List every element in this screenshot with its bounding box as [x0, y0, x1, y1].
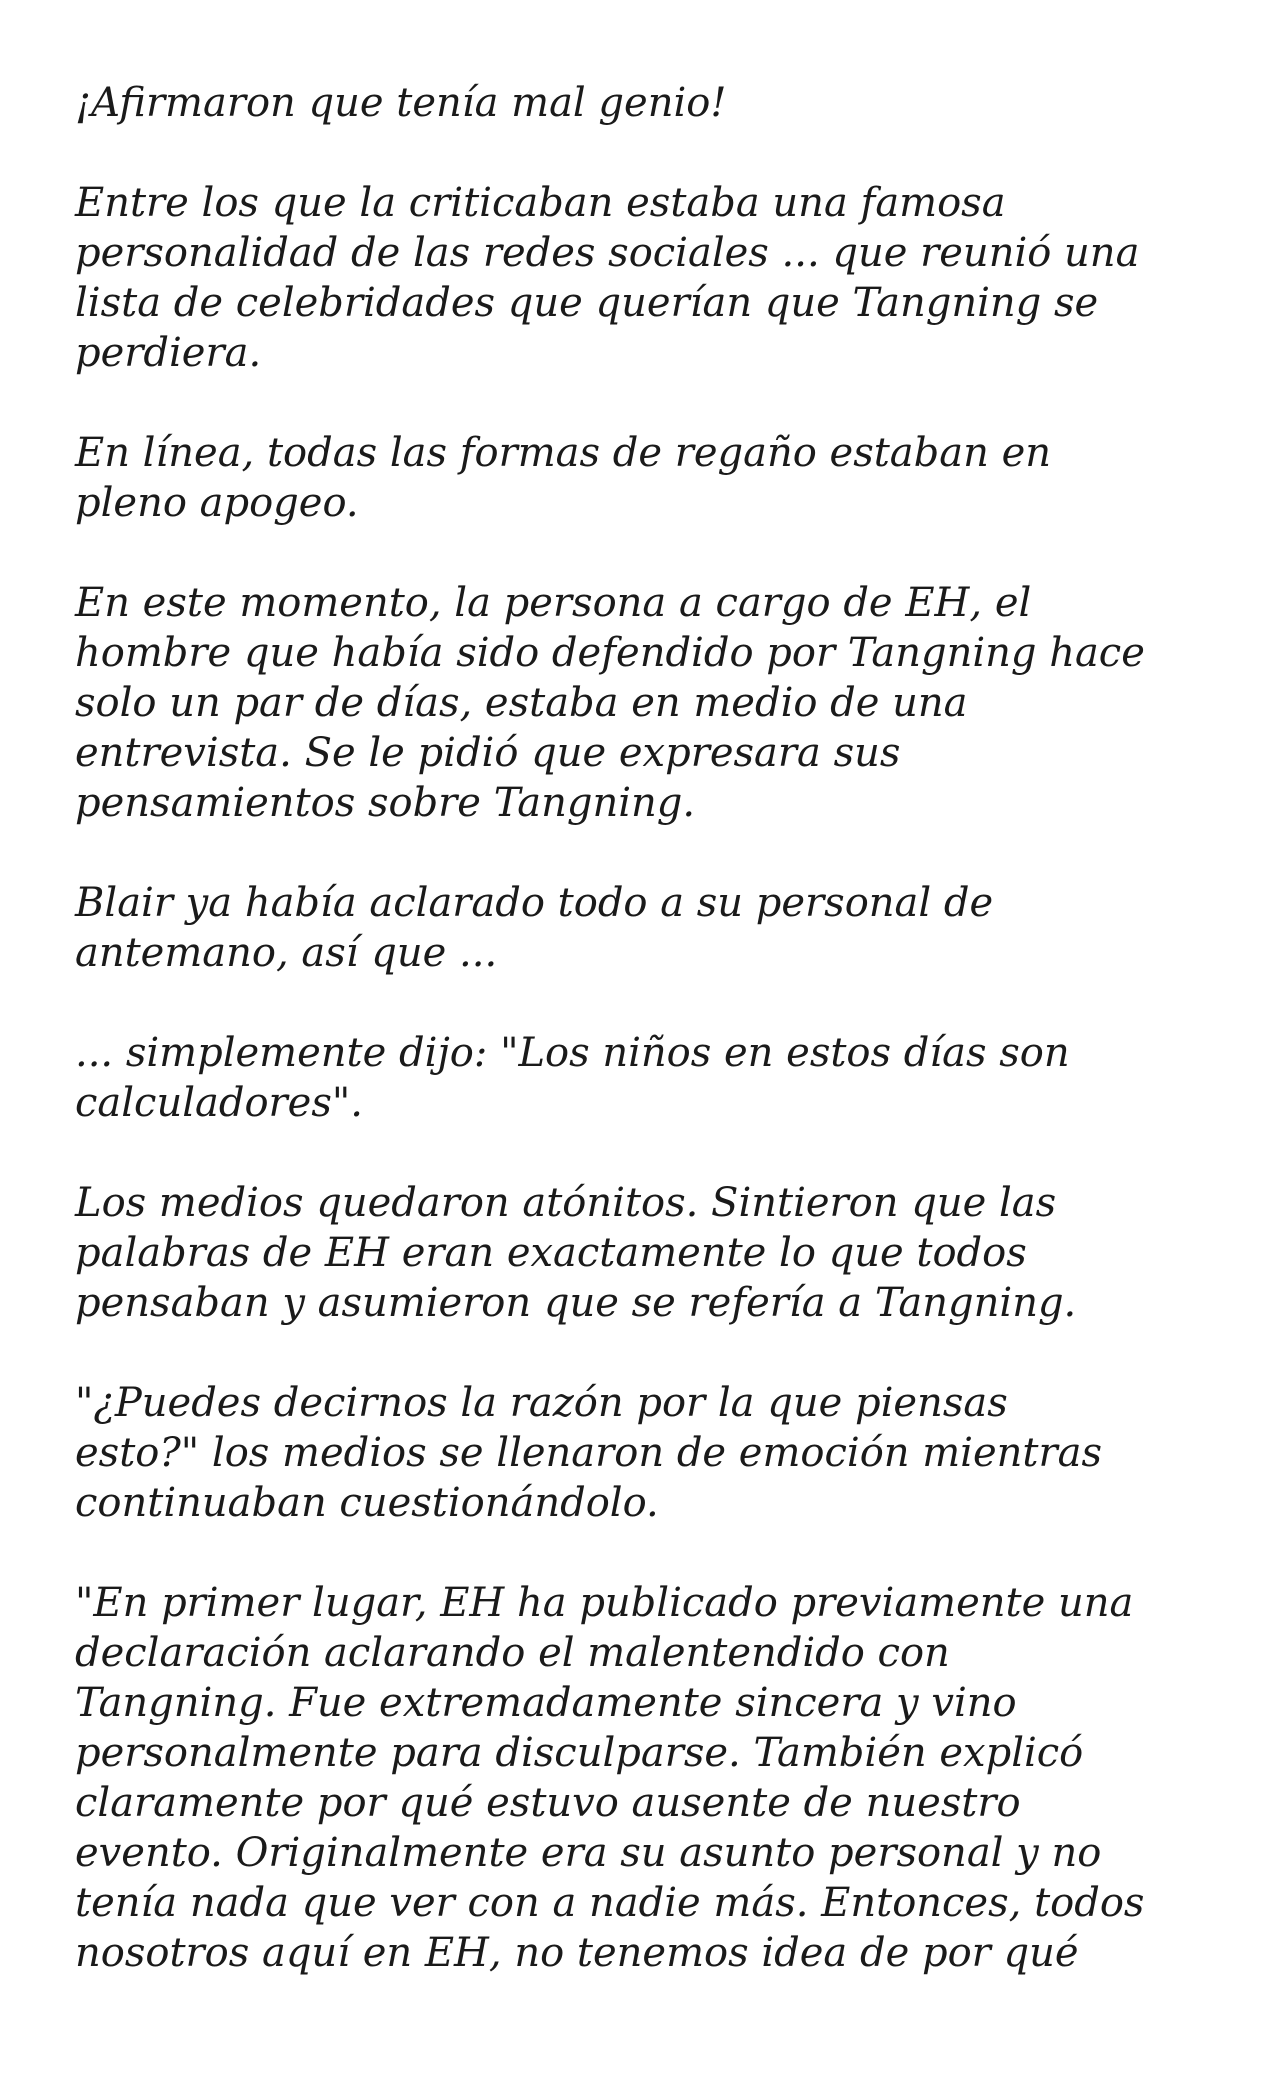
paragraph-9: "En primer lugar, EH ha publicado previamente una declaración aclarando el malentendido con Tangning. Fue extremadamente sincera y vino personalmente para disculparse. También explicó claramente por qué estuvo ausente de nuestro evento. Originalmente era su asunto personal y no tenía nada que ver con a nadie más. Entonces, todos nosotros aquí en EH, no tenemos idea de por qué: [75, 1580, 1145, 1976]
paragraph-4: En este momento, la persona a cargo de EH, el hombre que había sido defendido por Tangning hace solo un par de días, estaba en medio de una entrevista. Se le pidió que expresara sus pensamientos sobre Tangning.: [75, 580, 1145, 826]
document-page: [75, 78, 1215, 1978]
paragraph-3: En línea, todas las formas de regaño estaban en pleno apogeo.: [75, 430, 1052, 526]
paragraph-2: Entre los que la criticaban estaba una famosa personalidad de las redes sociales ... que reunió una lista de celebridades que querían que Tangning se perdiera.: [75, 180, 1140, 376]
paragraph-1: ¡Afirmaron que tenía mal genio!: [75, 80, 727, 126]
paragraph-6: ... simplemente dijo: "Los niños en estos días son calculadores".: [75, 1030, 1070, 1126]
paragraph-7: Los medios quedaron atónitos. Sintieron que las palabras de EH eran exactamente lo que todos pensaban y asumieron que se refería a Tangning.: [75, 1180, 1077, 1326]
paragraph-5: Blair ya había aclarado todo a su personal de antemano, así que ...: [75, 880, 994, 976]
paragraph-8: "¿Puedes decirnos la razón por la que piensas esto?" los medios se llenaron de emoción mientras continuaban cuestionándolo.: [75, 1380, 1102, 1526]
